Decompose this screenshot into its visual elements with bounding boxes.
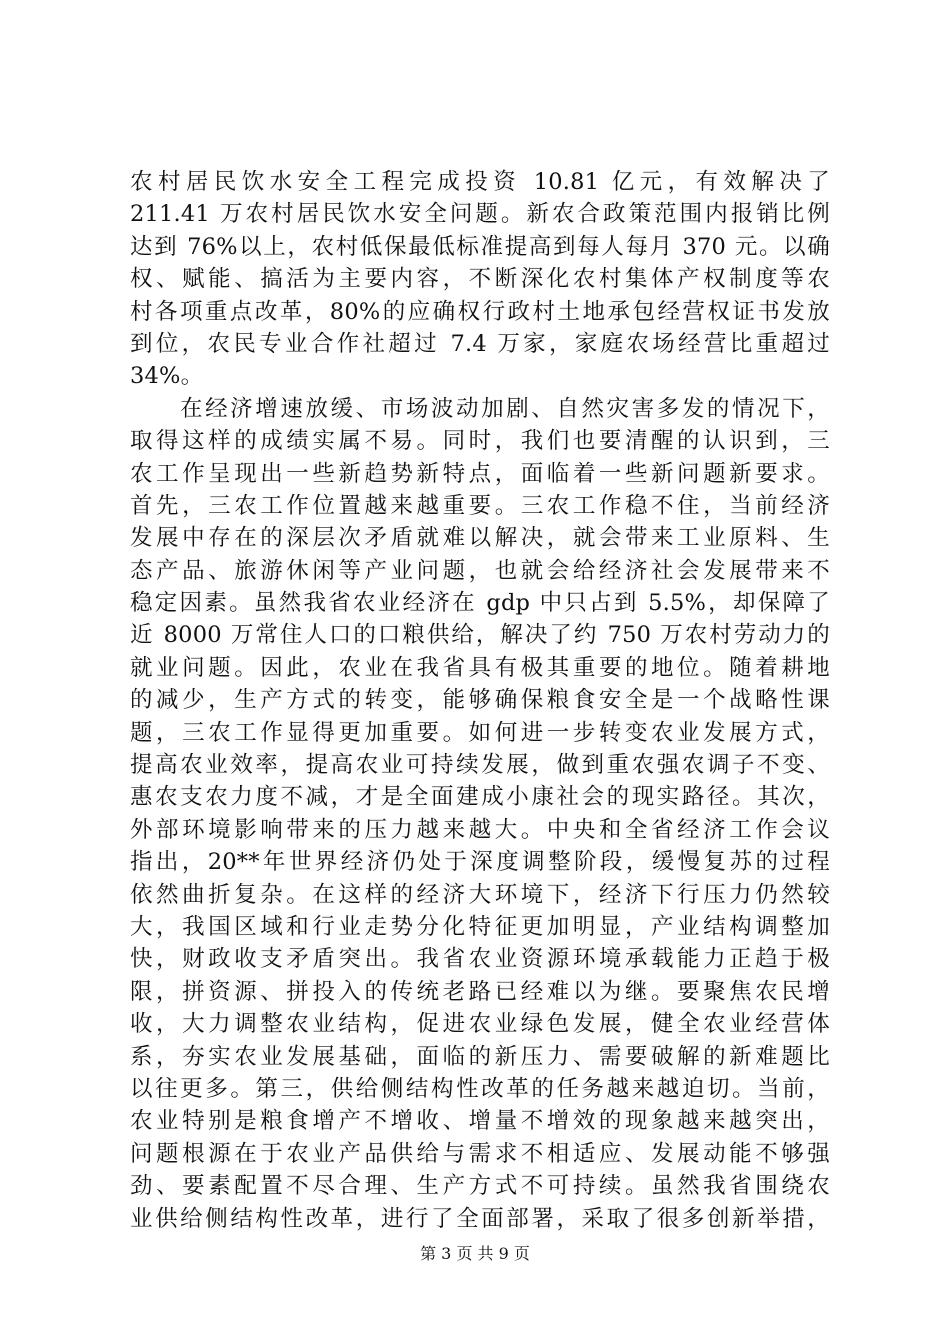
body-text bbox=[130, 166, 830, 1235]
paragraph-end-line: 34%。 bbox=[130, 363, 204, 390]
text-line: 达到 76%以上，农村低保最低标准提高到每人每月 370 元。以确 bbox=[130, 233, 830, 260]
text-line: 系，夯实农业发展基础，面临的新压力、需要破解的新难题比 bbox=[130, 1043, 830, 1070]
text-line: 收，大力调整农业结构，促进农业绿色发展，健全农业经营体 bbox=[130, 1011, 830, 1038]
text-line: 指出，20**年世界经济仍处于深度调整阶段，缓慢复苏的过程 bbox=[130, 849, 830, 876]
paragraph-start-line: 在经济增速放缓、市场波动加剧、自然灾害多发的情况下， bbox=[180, 395, 830, 422]
text-line: 权、赋能、搞活为主要内容，不断深化农村集体产权制度等农 bbox=[130, 266, 830, 293]
text-line: 发展中存在的深层次矛盾就难以解决，就会带来工业原料、生 bbox=[130, 525, 830, 552]
text-line: 农村居民饮水安全工程完成投资 10.81 亿元，有效解决了 bbox=[130, 169, 830, 195]
text-line: 限，拼资源、拼投入的传统老路已经难以为继。要聚焦农民增 bbox=[130, 978, 830, 1005]
page-footer bbox=[0, 1244, 950, 1264]
text-line: 劲、要素配置不尽合理、生产方式不可持续。虽然我省围绕农 bbox=[130, 1173, 830, 1200]
text-line: 提高农业效率，提高农业可持续发展，做到重农强农调子不变、 bbox=[130, 752, 830, 779]
text-line: 大，我国区域和行业走势分化特征更加明显，产业结构调整加 bbox=[130, 913, 830, 940]
text-line: 取得这样的成绩实属不易。同时，我们也要清醒的认识到，三 bbox=[130, 428, 830, 455]
text-line: 业供给侧结构性改革，进行了全面部署，采取了很多创新举措， bbox=[130, 1205, 830, 1232]
text-line: 农工作呈现出一些新趋势新特点，面临着一些新问题新要求。 bbox=[130, 460, 830, 487]
text-line: 以往更多。第三，供给侧结构性改革的任务越来越迫切。当前， bbox=[130, 1075, 830, 1102]
text-line: 近 8000 万常住人口的口粮供给，解决了约 750 万农村劳动力的 bbox=[130, 622, 830, 649]
text-line: 惠农支农力度不减，才是全面建成小康社会的现实路径。其次， bbox=[130, 784, 830, 811]
text-line: 题，三农工作显得更加重要。如何进一步转变农业发展方式， bbox=[130, 719, 830, 746]
text-line: 首先，三农工作位置越来越重要。三农工作稳不住，当前经济 bbox=[130, 492, 830, 519]
text-line: 的减少，生产方式的转变，能够确保粮食安全是一个战略性课 bbox=[130, 687, 830, 714]
text-line: 到位，农民专业合作社超过 7.4 万家，家庭农场经营比重超过 bbox=[130, 330, 830, 357]
text-line: 211.41 万农村居民饮水安全问题。新农合政策范围内报销比例 bbox=[130, 201, 830, 228]
text-line: 外部环境影响带来的压力越来越大。中央和全省经济工作会议 bbox=[130, 816, 830, 843]
text-line: 快，财政收支矛盾突出。我省农业资源环境承载能力正趋于极 bbox=[130, 946, 830, 973]
text-line: 依然曲折复杂。在这样的经济大环境下，经济下行压力仍然较 bbox=[130, 881, 830, 908]
text-line: 问题根源在于农业产品供给与需求不相适应、发展动能不够强 bbox=[130, 1140, 830, 1167]
page-number-label: 第 3 页 共 9 页 bbox=[420, 1244, 530, 1263]
text-line: 农业特别是粮食增产不增收、增量不增效的现象越来越突出， bbox=[130, 1108, 830, 1135]
text-line: 态产品、旅游休闲等产业问题，也就会给经济社会发展带来不 bbox=[130, 557, 830, 584]
text-line: 就业问题。因此，农业在我省具有极其重要的地位。随着耕地 bbox=[130, 654, 830, 681]
text-line: 村各项重点改革，80%的应确权行政村土地承包经营权证书发放 bbox=[130, 298, 830, 325]
text-line: 稳定因素。虽然我省农业经济在 gdp 中只占到 5.5%，却保障了 bbox=[130, 590, 830, 617]
